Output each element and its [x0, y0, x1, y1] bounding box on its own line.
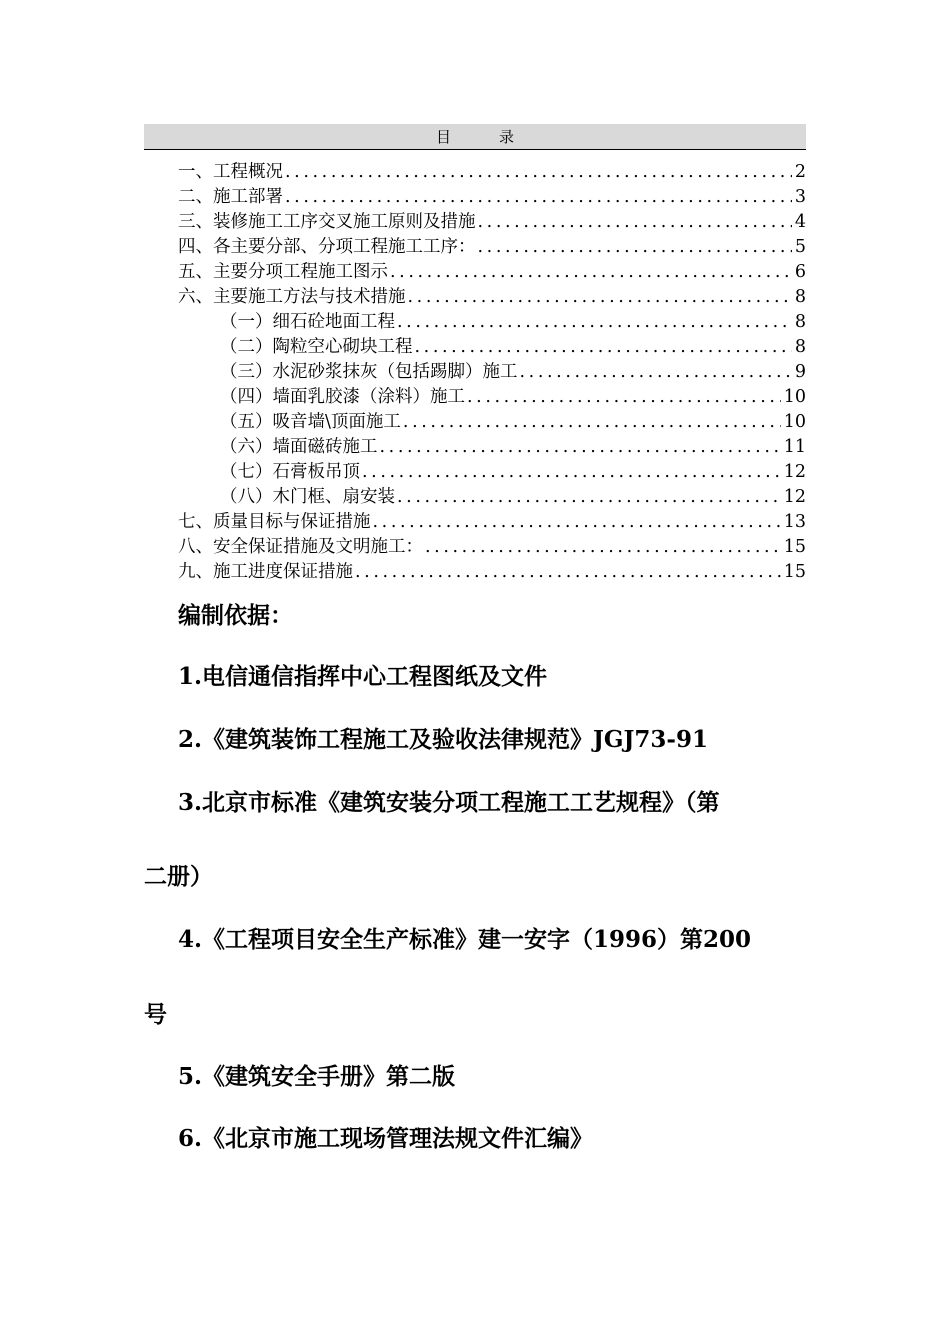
toc-entry[interactable] [178, 535, 806, 560]
basis-item-4-line-2: 号 [144, 1001, 167, 1028]
basis-item-3-line-2: 二册） [144, 863, 213, 890]
toc-entry-title: 二、施工部署 [178, 187, 283, 207]
toc-entry[interactable] [178, 260, 806, 285]
basis-item-6: 6.《北京市施工现场管理法规文件汇编》 [178, 1125, 594, 1152]
toc-entry-page: 9 [794, 362, 806, 382]
toc-entry-page: 5 [794, 237, 806, 257]
basis-item-5: 5.《建筑安全手册》第二版 [178, 1063, 456, 1090]
toc-leader-dots [478, 210, 792, 235]
toc-entry-page: 10 [783, 412, 806, 432]
toc-entry-title: 八、安全保证措施及文明施工： [178, 537, 423, 557]
toc-entry[interactable] [178, 560, 806, 585]
toc-entry[interactable] [178, 310, 806, 335]
toc-leader-dots [390, 260, 792, 285]
toc-entry[interactable] [178, 410, 806, 435]
toc-leader-dots [373, 510, 781, 535]
toc-entry-title: 九、施工进度保证措施 [178, 562, 353, 582]
table-of-contents [178, 160, 806, 585]
toc-entry[interactable] [178, 185, 806, 210]
toc-entry-page: 10 [783, 387, 806, 407]
toc-entry-page: 15 [783, 562, 806, 582]
toc-entry[interactable] [178, 160, 806, 185]
toc-leader-dots [408, 285, 792, 310]
basis-item-1: 1.电信通信指挥中心工程图纸及文件 [178, 663, 548, 690]
toc-leader-dots [403, 410, 781, 435]
toc-entry-title: 六、主要施工方法与技术措施 [178, 287, 406, 307]
toc-entry[interactable] [178, 335, 806, 360]
toc-entry-page: 8 [794, 287, 806, 307]
toc-entry-page: 13 [783, 512, 806, 532]
toc-entry-page: 2 [794, 162, 806, 182]
toc-entry[interactable] [178, 235, 806, 260]
toc-leader-dots [285, 185, 792, 210]
basis-item-3-line-1: 3.北京市标准《建筑安装分项工程施工工艺规程》（第 [178, 789, 720, 816]
toc-leader-dots [362, 460, 781, 485]
toc-entry-page: 8 [794, 312, 806, 332]
basis-item-4-line-1: 4.《工程项目安全生产标准》建一安字（1996）第200 [178, 926, 752, 953]
toc-leader-dots [355, 560, 781, 585]
toc-entry-title: （二）陶粒空心砌块工程 [220, 337, 413, 357]
toc-leader-dots [520, 360, 792, 385]
toc-entry-title: 一、工程概况 [178, 162, 283, 182]
toc-entry-title: 四、各主要分部、分项工程施工工序： [178, 237, 476, 257]
toc-leader-dots [478, 235, 792, 260]
toc-leader-dots [397, 310, 792, 335]
basis-item-2: 2.《建筑装饰工程施工及验收法律规范》JGJ73-91 [178, 726, 708, 753]
basis-heading: 编制依据： [178, 602, 293, 629]
toc-title: 目录 [144, 124, 806, 150]
toc-entry[interactable] [178, 485, 806, 510]
toc-leader-dots [380, 435, 781, 460]
toc-entry[interactable] [178, 360, 806, 385]
toc-entry[interactable] [178, 210, 806, 235]
toc-leader-dots [425, 535, 781, 560]
toc-entry-page: 12 [783, 487, 806, 507]
toc-entry-title: （一）细石砼地面工程 [220, 312, 395, 332]
toc-entry-page: 3 [794, 187, 806, 207]
toc-entry-title: （七）石膏板吊顶 [220, 462, 360, 482]
toc-entry-title: （五）吸音墙\顶面施工 [220, 412, 401, 432]
toc-leader-dots [415, 335, 792, 360]
toc-entry-page: 8 [794, 337, 806, 357]
toc-entry-page: 6 [794, 262, 806, 282]
toc-entry-page: 15 [783, 537, 806, 557]
toc-entry-title: （六）墙面磁砖施工 [220, 437, 378, 457]
toc-entry[interactable] [178, 435, 806, 460]
toc-entry-title: 三、装修施工工序交叉施工原则及措施 [178, 212, 476, 232]
toc-entry-title: （四）墙面乳胶漆（涂料）施工 [220, 387, 465, 407]
toc-entry[interactable] [178, 385, 806, 410]
toc-entry[interactable] [178, 285, 806, 310]
toc-entry-title: 五、主要分项工程施工图示 [178, 262, 388, 282]
toc-entry-title: （三）水泥砂浆抹灰（包括踢脚）施工 [220, 362, 518, 382]
toc-entry-page: 12 [783, 462, 806, 482]
toc-leader-dots [467, 385, 781, 410]
toc-leader-dots [397, 485, 781, 510]
toc-entry[interactable] [178, 460, 806, 485]
toc-entry-title: 七、质量目标与保证措施 [178, 512, 371, 532]
toc-entry-page: 11 [783, 437, 806, 457]
toc-entry-title: （八）木门框、扇安装 [220, 487, 395, 507]
toc-entry-page: 4 [794, 212, 806, 232]
toc-leader-dots [285, 160, 792, 185]
toc-entry[interactable] [178, 510, 806, 535]
